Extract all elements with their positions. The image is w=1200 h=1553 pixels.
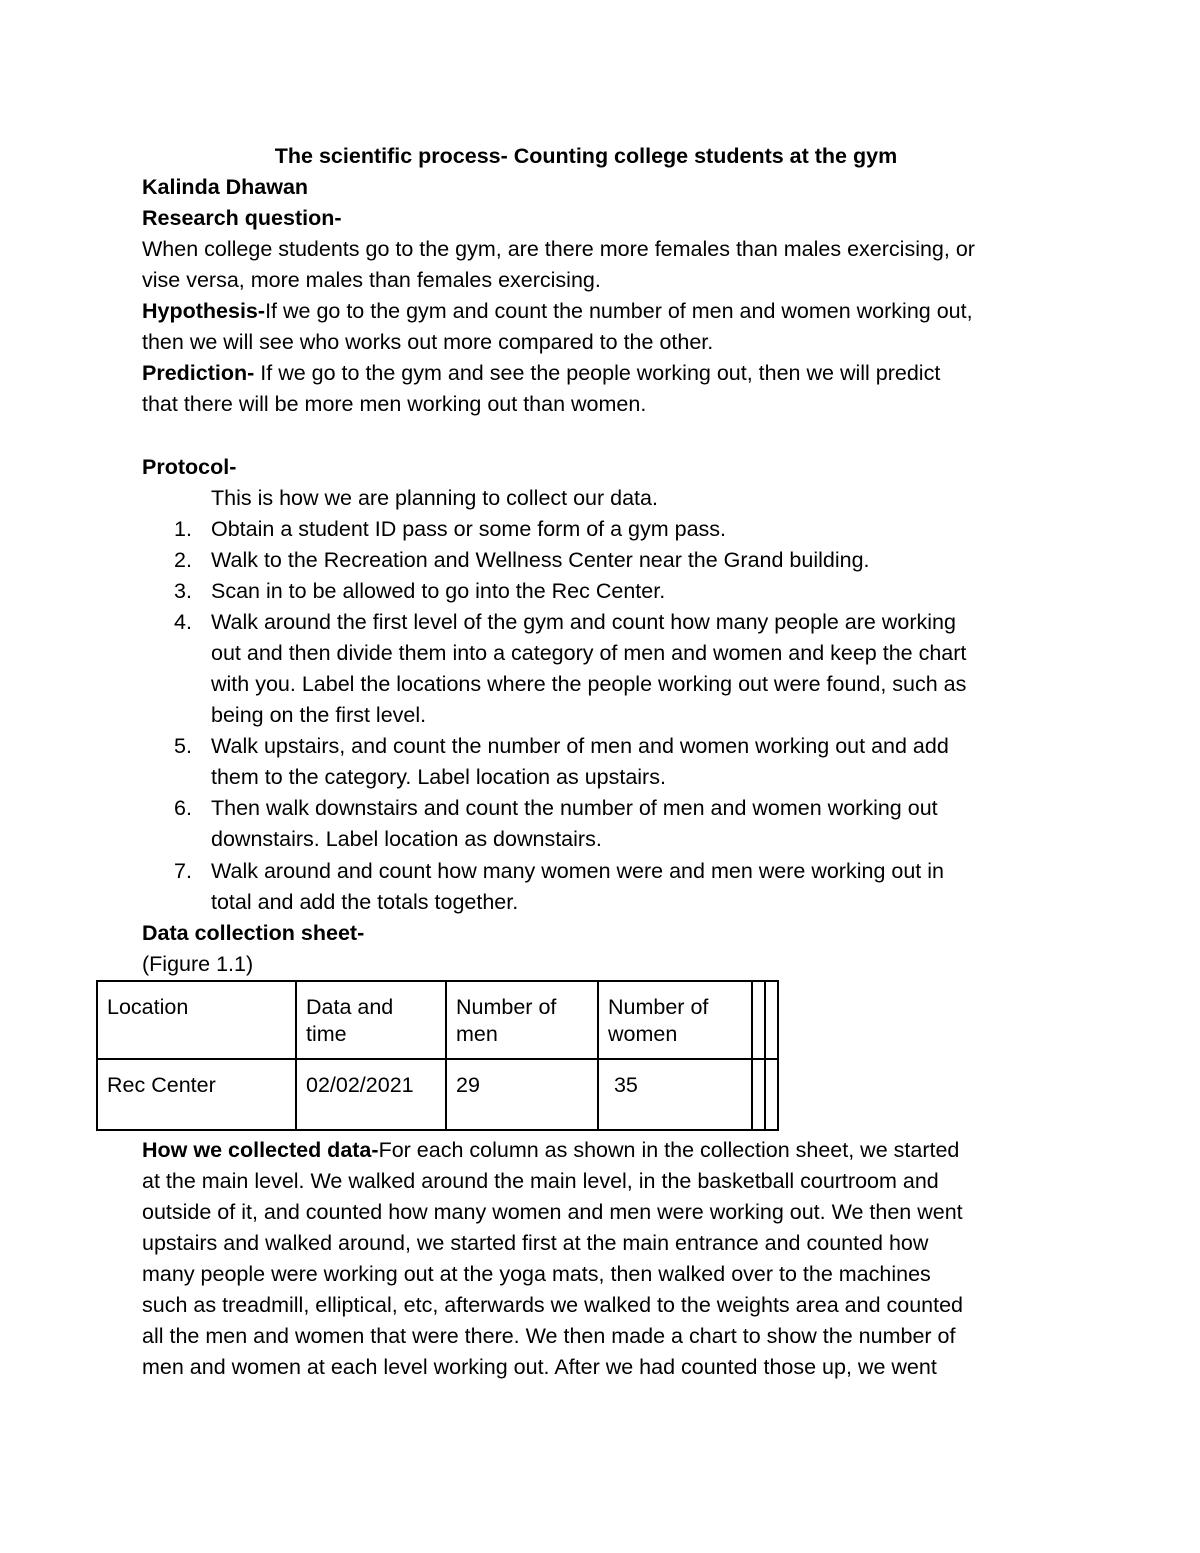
list-item: out and then divide them into a category of men and women and keep the chart <box>211 641 967 665</box>
table-header-cell: Data and time <box>296 981 446 1059</box>
list-number: 4. <box>174 610 192 634</box>
list-item: Walk upstairs, and count the number of men and women working out and add <box>211 734 949 758</box>
list-item: Obtain a student ID pass or some form of a gym pass. <box>211 517 727 541</box>
list-item: downstairs. Label location as downstairs. <box>211 827 602 851</box>
list-item: with you. Label the locations where the people working out were found, such as <box>211 672 967 696</box>
research-question-text: When college students go to the gym, are there more females than males exercising, or <box>142 237 975 261</box>
prediction-text: If we go to the gym and see the people working out, then we will predict <box>254 361 941 385</box>
table-header-cell <box>765 981 778 1059</box>
how-collected-text: all the men and women that were there. We then made a chart to show the number of <box>142 1324 956 1348</box>
how-collected-text: upstairs and walked around, we started first at the main entrance and counted how <box>142 1231 929 1255</box>
how-collected-text: at the main level. We walked around the main level, in the basketball courtroom and <box>142 1169 939 1193</box>
list-number: 6. <box>174 796 192 820</box>
author-name: Kalinda Dhawan <box>142 175 309 199</box>
how-collected-text: many people were working out at the yoga mats, then walked over to the machines <box>142 1262 931 1286</box>
research-question-text: vise versa, more males than females exercising. <box>142 268 601 292</box>
table-header-row <box>97 981 778 1059</box>
hypothesis-text: If we go to the gym and count the number of men and women working out, <box>265 299 973 323</box>
protocol-heading: Protocol- <box>142 455 237 479</box>
research-question-heading: Research question- <box>142 206 342 230</box>
table-cell <box>765 1059 778 1130</box>
list-number: 5. <box>174 734 192 758</box>
table-cell: 29 <box>446 1059 598 1130</box>
prediction-heading: Prediction- <box>142 361 255 385</box>
list-item: Then walk downstairs and count the number of men and women working out <box>211 796 938 820</box>
how-collected-text: men and women at each level working out. After we had counted those up, we went <box>142 1355 937 1379</box>
list-number: 7. <box>174 859 192 883</box>
hypothesis-heading: Hypothesis- <box>142 299 266 323</box>
list-item: total and add the totals together. <box>211 890 519 914</box>
page-title: The scientific process- Counting college students at the gym <box>274 144 898 168</box>
how-collected-text: such as treadmill, elliptical, etc, afterwards we walked to the weights area and counted <box>142 1293 964 1317</box>
table-cell: Rec Center <box>97 1059 296 1130</box>
list-number: 1. <box>174 517 192 541</box>
list-item: Scan in to be allowed to go into the Rec Center. <box>211 579 666 603</box>
table-header-cell: Location <box>97 981 296 1059</box>
table-header-cell: Number of women <box>598 981 752 1059</box>
table-header-cell <box>752 981 765 1059</box>
how-collected-text: For each column as shown in the collection sheet, we started <box>378 1138 960 1162</box>
list-number: 2. <box>174 548 192 572</box>
list-item: being on the first level. <box>211 703 427 727</box>
list-item: Walk around the first level of the gym and count how many people are working <box>211 610 956 634</box>
table-header-cell: Number of men <box>446 981 598 1059</box>
list-item: Walk to the Recreation and Wellness Center near the Grand building. <box>211 548 870 572</box>
prediction-text: that there will be more men working out than women. <box>142 392 647 416</box>
hypothesis-paragraph <box>142 296 973 327</box>
table-cell: 35 <box>598 1059 752 1130</box>
how-collected-heading: How we collected data- <box>142 1138 379 1162</box>
data-collection-heading: Data collection sheet- <box>142 921 365 945</box>
list-item: Walk around and count how many women were and men were working out in <box>211 859 944 883</box>
hypothesis-text: then we will see who works out more compared to the other. <box>142 330 714 354</box>
table-row <box>97 1059 778 1130</box>
how-collected-paragraph <box>142 1135 959 1166</box>
list-number: 3. <box>174 579 192 603</box>
figure-label: (Figure 1.1) <box>142 952 254 976</box>
data-collection-table <box>96 980 779 1131</box>
table-cell: 02/02/2021 <box>296 1059 446 1130</box>
list-item: them to the category. Label location as upstairs. <box>211 765 666 789</box>
protocol-intro: This is how we are planning to collect our data. <box>211 486 658 510</box>
how-collected-text: outside of it, and counted how many women and men were working out. We then went <box>142 1200 963 1224</box>
prediction-paragraph <box>142 358 940 389</box>
table-cell <box>752 1059 765 1130</box>
